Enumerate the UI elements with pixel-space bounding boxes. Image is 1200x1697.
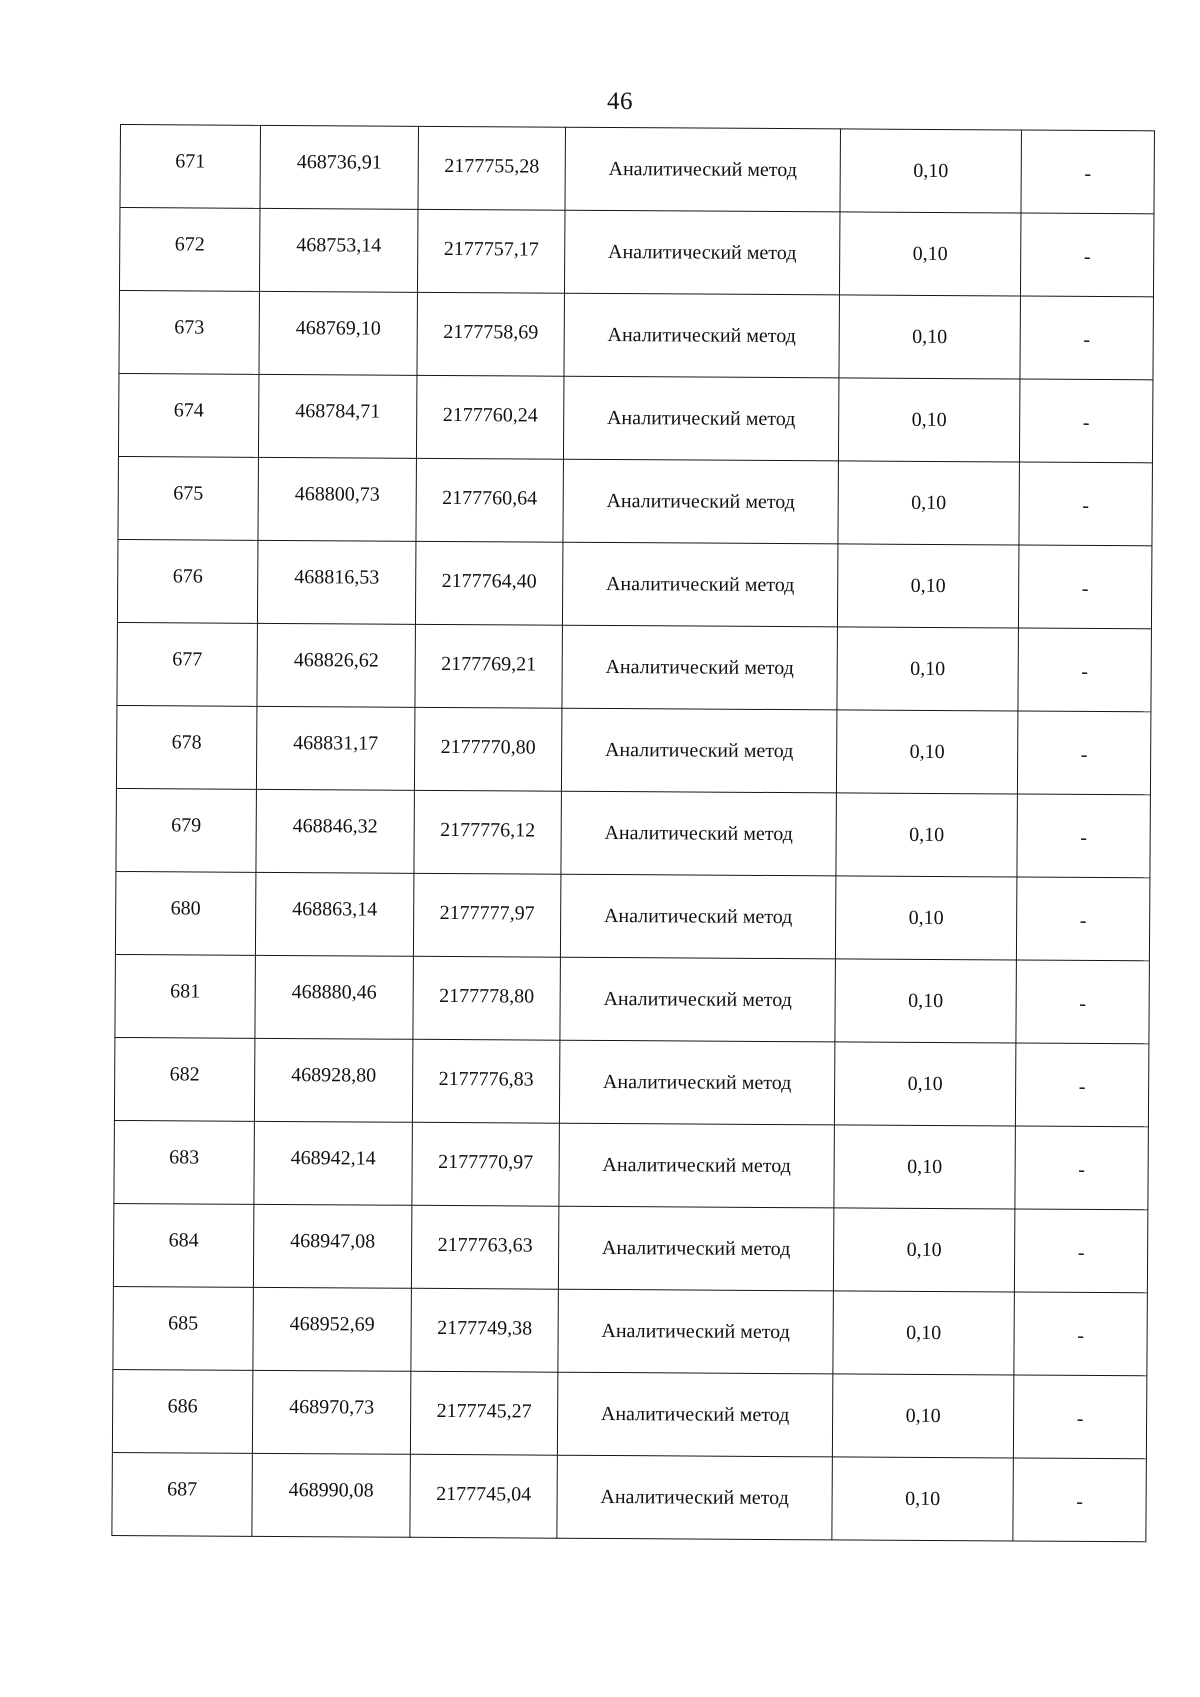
point-number-cell: 674	[118, 373, 259, 457]
y-coordinate-cell: 2177757,17	[417, 209, 565, 293]
method-cell: Аналитический метод	[561, 708, 837, 793]
y-coordinate-cell: 2177769,21	[415, 624, 563, 708]
note-cell: -	[1020, 296, 1154, 380]
accuracy-cell: 0,10	[835, 959, 1017, 1043]
x-coordinate-cell: 468970,73	[252, 1370, 411, 1454]
table-row	[118, 456, 1152, 545]
accuracy-cell: 0,10	[835, 876, 1017, 960]
y-coordinate-cell: 2177749,38	[411, 1288, 559, 1372]
table-row	[117, 622, 1151, 711]
note-cell: -	[1015, 1126, 1149, 1210]
accuracy-cell: 0,10	[840, 129, 1022, 213]
x-coordinate-cell: 468769,10	[259, 291, 418, 375]
note-cell: -	[1021, 130, 1155, 214]
x-coordinate-cell: 468816,53	[257, 540, 416, 624]
method-cell: Аналитический метод	[561, 791, 837, 876]
point-number-cell: 673	[119, 290, 260, 374]
table-row	[113, 1286, 1147, 1375]
method-cell: Аналитический метод	[562, 625, 838, 710]
table-row	[117, 539, 1151, 628]
table-row	[115, 954, 1149, 1043]
accuracy-cell: 0,10	[832, 1457, 1014, 1541]
method-cell: Аналитический метод	[562, 542, 838, 627]
accuracy-cell: 0,10	[837, 544, 1019, 628]
method-cell: Аналитический метод	[557, 1372, 833, 1457]
accuracy-cell: 0,10	[834, 1125, 1016, 1209]
method-cell: Аналитический метод	[559, 1123, 835, 1208]
accuracy-cell: 0,10	[836, 793, 1018, 877]
table-row	[112, 1452, 1146, 1541]
point-number-cell: 685	[113, 1286, 254, 1370]
table-row	[114, 1037, 1148, 1126]
y-coordinate-cell: 2177745,27	[410, 1371, 558, 1455]
note-cell: -	[1016, 877, 1150, 961]
method-cell: Аналитический метод	[560, 874, 836, 959]
x-coordinate-cell: 468736,91	[260, 125, 419, 209]
y-coordinate-cell: 2177755,28	[418, 126, 566, 210]
point-number-cell: 684	[113, 1203, 254, 1287]
note-cell: -	[1017, 711, 1151, 795]
accuracy-cell: 0,10	[833, 1208, 1015, 1292]
coordinates-table	[111, 124, 1155, 1542]
accuracy-cell: 0,10	[836, 710, 1018, 794]
accuracy-cell: 0,10	[839, 295, 1021, 379]
y-coordinate-cell: 2177777,97	[413, 873, 561, 957]
y-coordinate-cell: 2177760,24	[416, 375, 564, 459]
x-coordinate-cell: 468942,14	[254, 1121, 413, 1205]
x-coordinate-cell: 468928,80	[254, 1038, 413, 1122]
coordinates-table-body	[112, 125, 1155, 1542]
point-number-cell: 678	[116, 705, 257, 789]
note-cell: -	[1019, 462, 1153, 546]
point-number-cell: 679	[116, 788, 257, 872]
accuracy-cell: 0,10	[838, 378, 1020, 462]
table-row	[119, 290, 1153, 379]
point-number-cell: 672	[119, 208, 260, 292]
note-cell: -	[1018, 545, 1152, 629]
note-cell: -	[1017, 794, 1151, 878]
note-cell: -	[1014, 1292, 1148, 1376]
accuracy-cell: 0,10	[839, 212, 1021, 296]
method-cell: Аналитический метод	[558, 1289, 834, 1374]
y-coordinate-cell: 2177763,63	[411, 1205, 559, 1289]
x-coordinate-cell: 468947,08	[253, 1204, 412, 1288]
table-row	[118, 373, 1152, 462]
method-cell: Аналитический метод	[560, 957, 836, 1042]
accuracy-cell: 0,10	[838, 461, 1020, 545]
point-number-cell: 683	[114, 1120, 255, 1204]
x-coordinate-cell: 468831,17	[256, 706, 415, 790]
x-coordinate-cell: 468863,14	[255, 872, 414, 956]
y-coordinate-cell: 2177745,04	[410, 1454, 558, 1538]
table-row	[112, 1369, 1146, 1458]
y-coordinate-cell: 2177764,40	[415, 541, 563, 625]
method-cell: Аналитический метод	[564, 293, 840, 378]
method-cell: Аналитический метод	[565, 127, 841, 212]
point-number-cell: 686	[112, 1369, 253, 1453]
x-coordinate-cell: 468753,14	[259, 208, 418, 292]
note-cell: -	[1013, 1375, 1147, 1459]
x-coordinate-cell: 468826,62	[257, 623, 416, 707]
method-cell: Аналитический метод	[563, 459, 839, 544]
table-row	[115, 871, 1149, 960]
point-number-cell: 680	[115, 871, 256, 955]
point-number-cell: 681	[115, 954, 256, 1038]
point-number-cell: 682	[114, 1037, 255, 1121]
note-cell: -	[1015, 1043, 1149, 1127]
note-cell: -	[1014, 1209, 1148, 1293]
table-row	[120, 125, 1154, 214]
y-coordinate-cell: 2177776,12	[414, 790, 562, 874]
x-coordinate-cell: 468784,71	[258, 374, 417, 458]
table-row	[116, 788, 1150, 877]
y-coordinate-cell: 2177760,64	[416, 458, 564, 542]
accuracy-cell: 0,10	[834, 1042, 1016, 1126]
x-coordinate-cell: 468952,69	[253, 1287, 412, 1371]
table-row	[116, 705, 1150, 794]
point-number-cell: 675	[118, 456, 259, 540]
accuracy-cell: 0,10	[837, 627, 1019, 711]
accuracy-cell: 0,10	[833, 1291, 1015, 1375]
method-cell: Аналитический метод	[564, 210, 840, 295]
y-coordinate-cell: 2177758,69	[417, 292, 565, 376]
x-coordinate-cell: 468880,46	[255, 955, 414, 1039]
method-cell: Аналитический метод	[563, 376, 839, 461]
point-number-cell: 671	[120, 125, 261, 209]
method-cell: Аналитический метод	[559, 1040, 835, 1125]
x-coordinate-cell: 468846,32	[256, 789, 415, 873]
point-number-cell: 677	[117, 622, 258, 706]
y-coordinate-cell: 2177770,97	[412, 1122, 560, 1206]
y-coordinate-cell: 2177776,83	[412, 1039, 560, 1123]
y-coordinate-cell: 2177778,80	[413, 956, 561, 1040]
note-cell: -	[1016, 960, 1150, 1044]
method-cell: Аналитический метод	[558, 1206, 834, 1291]
point-number-cell: 687	[112, 1452, 253, 1536]
point-number-cell: 676	[117, 539, 258, 623]
table-row	[119, 208, 1153, 297]
note-cell: -	[1019, 379, 1153, 463]
accuracy-cell: 0,10	[832, 1374, 1014, 1458]
x-coordinate-cell: 468990,08	[252, 1453, 411, 1537]
page-number: 46	[607, 88, 633, 115]
method-cell: Аналитический метод	[557, 1455, 833, 1540]
x-coordinate-cell: 468800,73	[258, 457, 417, 541]
y-coordinate-cell: 2177770,80	[414, 707, 562, 791]
note-cell: -	[1013, 1458, 1147, 1542]
note-cell: -	[1020, 213, 1154, 297]
table-row	[113, 1203, 1147, 1292]
table-row	[114, 1120, 1148, 1209]
note-cell: -	[1018, 628, 1152, 712]
